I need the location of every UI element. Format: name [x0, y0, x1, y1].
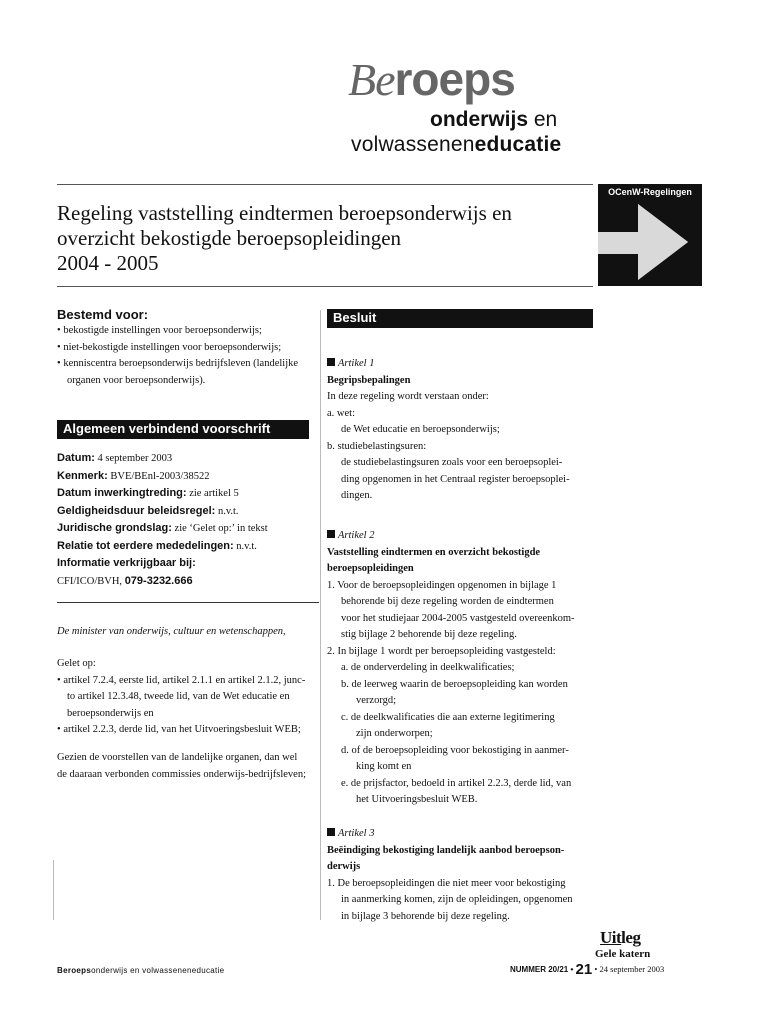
gezien-line: Gezien de voorstellen van de landelijke organen, dan wel	[57, 752, 298, 763]
list-item: c. de deelkwalificaties die aan externe legitimering	[341, 711, 555, 723]
artikel-3-label: Artikel 3	[327, 826, 593, 843]
masthead-volwasseneneducatie: volwasseneneducatie	[351, 133, 562, 156]
bestemd-list	[57, 323, 317, 389]
gelet-op-block	[57, 656, 319, 739]
list-item-cont: beroepsonderwijs en	[67, 707, 154, 719]
definition-term: a. wet:	[327, 407, 355, 419]
title-bottom-rule	[57, 286, 593, 287]
definition-text: de Wet educatie en beroepsonderwijs;	[341, 424, 500, 435]
ocw-label: OCenW-Regelingen	[608, 187, 692, 197]
meta-informatie: Informatie verkrijgbaar bij:	[57, 557, 196, 569]
list-item-cont: organen voor beroepsonderwijs).	[67, 374, 206, 386]
square-bullet-icon	[327, 358, 335, 366]
footer-publication: Beroepsonderwijs en volwasseneneducatie	[57, 966, 225, 975]
list-item: • bekostigde instellingen voor beroepsonderwijs;	[57, 325, 262, 336]
paragraph-line: 1. Voor de beroepsopleidingen opgenomen in bijlage 1	[327, 579, 557, 591]
artikel-2-heading: beroepsopleidingen	[327, 563, 414, 574]
bestemd-header: Bestemd voor:	[57, 307, 149, 322]
list-item: • artikel 7.2.4, eerste lid, artikel 2.1.1 en artikel 2.1.2, junc-	[57, 674, 306, 686]
meta-geldigheidsduur: Geldigheidsduur beleidsregel: n.v.t.	[57, 504, 239, 517]
definition-term: b. studiebelastingsuren:	[327, 440, 427, 452]
paragraph-line: in bijlage 3 behorende bij deze regeling.	[341, 910, 510, 922]
paragraph-line: 1. De beroepsopleidingen die niet meer voor bekostiging	[327, 877, 566, 889]
top-rule	[57, 184, 593, 185]
list-item: a. de onderverdeling in deelkwalificaties;	[341, 662, 515, 673]
section-bar-avv: Algemeen verbindend voorschrift	[57, 420, 309, 439]
meta-relatie: Relatie tot eerdere mededelingen: n.v.t.	[57, 539, 257, 552]
definition-text: ding opgenomen in het Centraal register beroepsoplei-	[341, 473, 570, 485]
gelet-op-label: Gelet op:	[57, 658, 96, 669]
gezien-line: de daaraan verbonden commissies onderwijs-bedrijfsleven;	[57, 768, 307, 780]
left-margin-line	[53, 860, 54, 920]
paragraph-line: in aanmerking komen, zijn de opleidingen, opgenomen	[341, 894, 573, 905]
artikel-2	[327, 528, 593, 809]
masthead-beroeps: Beroeps	[348, 53, 515, 105]
list-item: d. of de beroepsopleiding voor bekostiging in aanmer-	[341, 744, 569, 756]
square-bullet-icon	[327, 828, 335, 836]
artikel-2-heading: Vaststelling eindtermen en overzicht bekostigde	[327, 546, 541, 558]
gezien-block	[57, 750, 319, 783]
meta-inwerkingtreding: Datum inwerkingtreding: zie artikel 5	[57, 487, 239, 499]
section-bar-besluit: Besluit	[327, 309, 593, 328]
list-item: b. de leerweg waarin de beroepsopleiding kan worden	[341, 678, 568, 690]
arrow-right-icon	[598, 198, 702, 286]
square-bullet-icon	[327, 530, 335, 538]
list-item: • artikel 2.2.3, derde lid, van het Uitvoeringsbesluit WEB;	[57, 724, 301, 735]
paragraph-line: voor het studiejaar 2004-2005 vastgesteld overeenkom-	[341, 612, 575, 624]
artikel-1-intro: In deze regeling wordt verstaan onder:	[327, 391, 489, 402]
list-item-cont: king komt en	[356, 761, 412, 772]
definition-text: de studiebelastingsuren zoals voor een beroepsoplei-	[341, 457, 563, 468]
artikel-1	[327, 356, 593, 505]
minister-line: De minister van onderwijs, cultuur en wetenschappen,	[57, 626, 286, 637]
column-divider	[320, 310, 321, 920]
left-divider	[57, 602, 319, 603]
masthead-onderwijs: onderwijs en	[430, 108, 558, 131]
paragraph-line: stig bijlage 2 behorende bij deze regeling.	[341, 629, 517, 640]
paragraph-line: 2. In bijlage 1 wordt per beroepsopleiding vastgesteld:	[327, 645, 556, 657]
artikel-2-label: Artikel 2	[327, 528, 593, 545]
artikel-3-heading: derwijs	[327, 861, 361, 872]
list-item-cont: het Uitvoeringsbesluit WEB.	[356, 794, 478, 805]
meta-grondslag: Juridische grondslag: zie ‘Gelet op:’ in tekst	[57, 522, 268, 534]
artikel-3	[327, 826, 593, 925]
page-title: Regeling vaststelling eindtermen beroepsonderwijs en overzicht bekostigde beroepsopleidingen 2004 - 2005	[57, 201, 512, 275]
list-item-cont: verzorgd;	[356, 695, 397, 706]
artikel-1-label: Artikel 1	[327, 356, 593, 373]
footer-issue: NUMMER 20/21 • 21 • 24 september 2003	[510, 961, 665, 978]
list-item: • kenniscentra beroepsonderwijs bedrijfsleven (landelijke	[57, 358, 299, 369]
list-item-cont: to artikel 12.3.48, tweede lid, van de Wet educatie en	[67, 691, 290, 702]
meta-contact: CFI/ICO/BVH, 079-3232.666	[57, 574, 193, 587]
meta-kenmerk: Kenmerk: BVE/BEnl-2003/38522	[57, 469, 210, 482]
page-number: 21	[575, 961, 593, 978]
paragraph-line: behorende bij deze regeling worden de eindtermen	[341, 596, 554, 607]
list-item: e. de prijsfactor, bedoeld in artikel 2.2.3, derde lid, van	[341, 777, 572, 789]
artikel-1-heading: Begripsbepalingen	[327, 374, 411, 386]
definition-text: dingen.	[341, 490, 373, 501]
uitleg-logo: Uitleg	[600, 928, 641, 947]
artikel-3-heading: Beëindiging bekostiging landelijk aanbod beroepson-	[327, 844, 565, 856]
meta-block	[57, 450, 319, 590]
meta-datum: Datum: 4 september 2003	[57, 452, 173, 464]
list-item: • niet-bekostigde instellingen voor beroepsonderwijs;	[57, 341, 282, 353]
list-item-cont: zijn onderworpen;	[356, 728, 433, 739]
gele-katern-label: Gele katern	[595, 948, 651, 960]
